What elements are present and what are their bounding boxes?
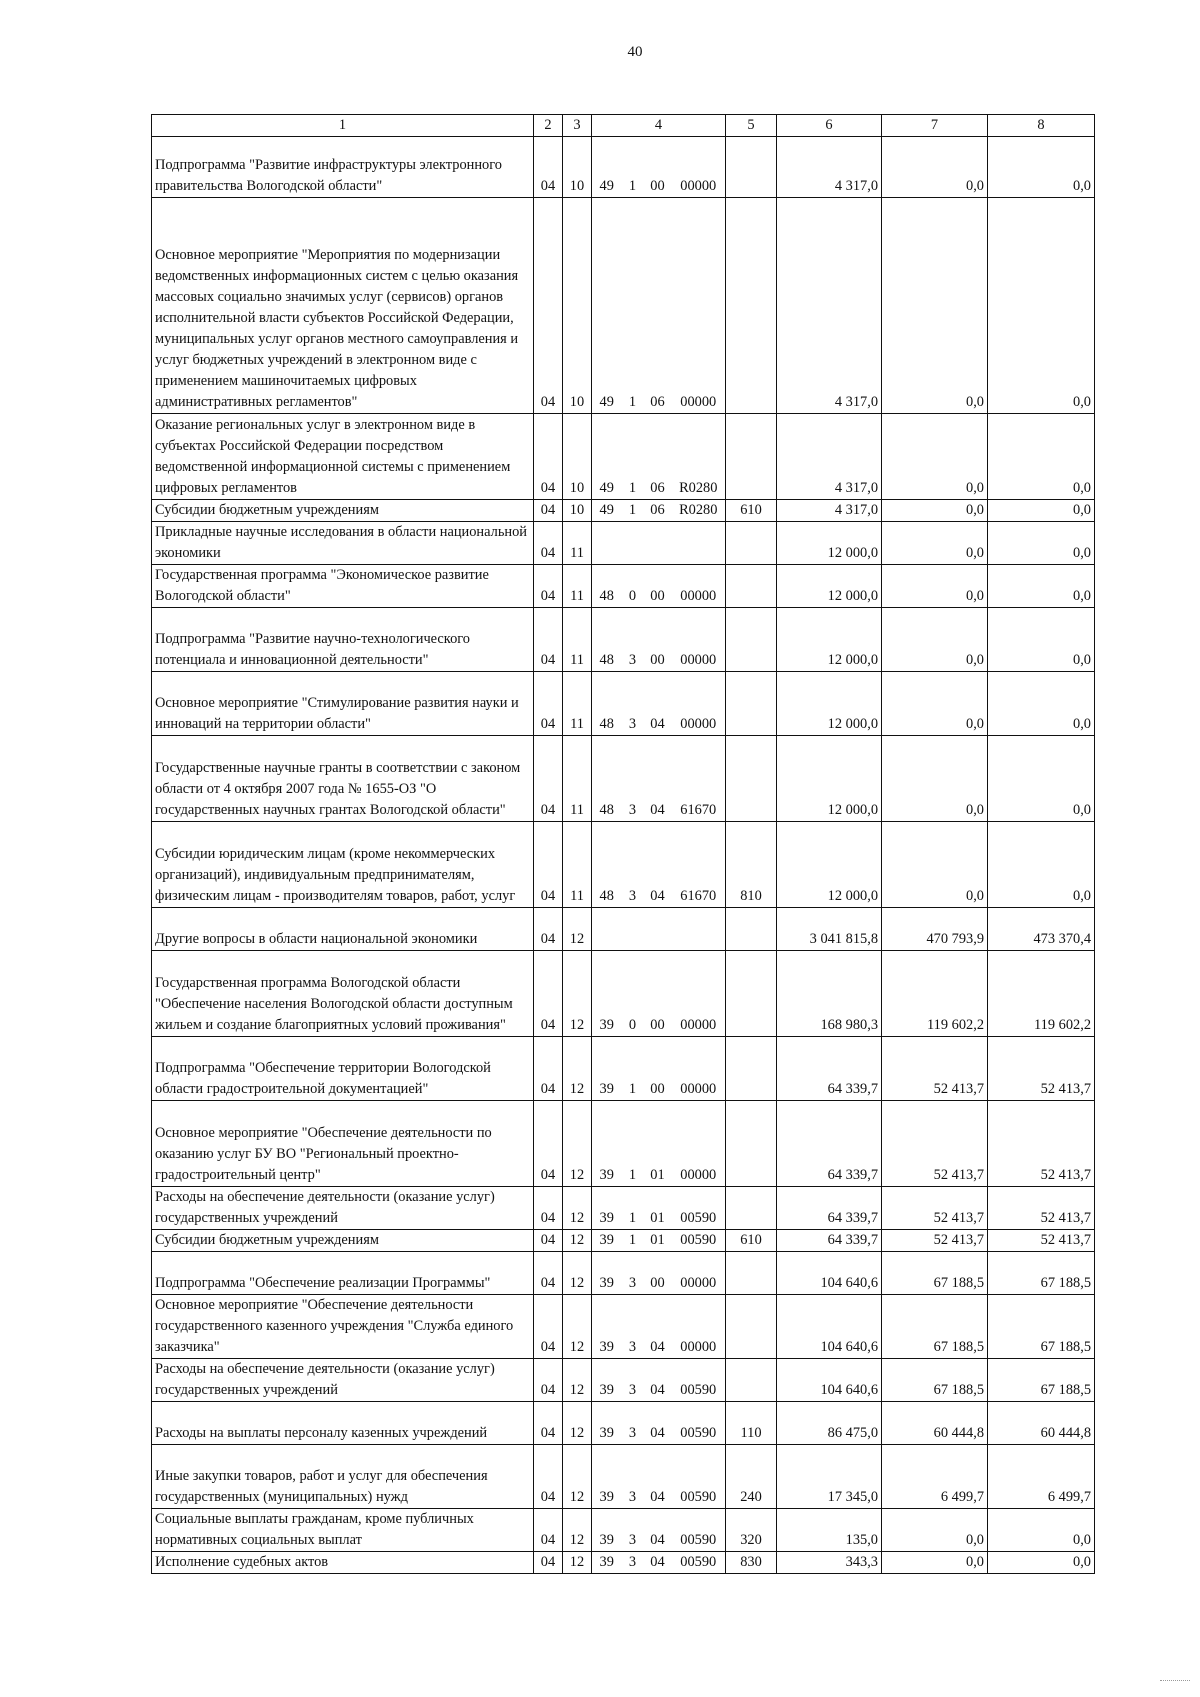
row-name-cell: Исполнение судебных актов xyxy=(152,1552,534,1574)
expense-type-cell xyxy=(726,951,777,1037)
table-row xyxy=(152,951,1095,1037)
expense-type-cell: 110 xyxy=(726,1402,777,1445)
section-code-cell: 04 xyxy=(534,672,563,736)
section-code-cell: 04 xyxy=(534,1187,563,1230)
column-header: 4 xyxy=(592,115,726,137)
program-code-cell: 49 xyxy=(592,137,622,198)
amount-col6-cell: 135,0 xyxy=(777,1509,882,1552)
program-code-cell: 39 xyxy=(592,1101,622,1187)
row-name-cell: Подпрограмма "Развитие научно-технологического потенциала и инновационной деятельности" xyxy=(152,608,534,672)
amount-col6-cell: 12 000,0 xyxy=(777,672,882,736)
section-code-cell: 04 xyxy=(534,565,563,608)
amount-col7-cell: 0,0 xyxy=(882,522,988,565)
activity-code-cell: 04 xyxy=(644,672,672,736)
amount-col6-cell: 12 000,0 xyxy=(777,565,882,608)
activity-code-cell: 04 xyxy=(644,1509,672,1552)
amount-col8-cell: 0,0 xyxy=(988,1509,1095,1552)
amount-col6-cell: 3 041 815,8 xyxy=(777,908,882,951)
program-code-cell: 39 xyxy=(592,1445,622,1509)
header-row xyxy=(152,115,1095,137)
direction-code-cell: 00000 xyxy=(672,1252,726,1295)
subsection-code-cell: 12 xyxy=(563,1509,592,1552)
expense-type-cell xyxy=(726,1252,777,1295)
subsection-code-cell: 12 xyxy=(563,1101,592,1187)
amount-col6-cell: 64 339,7 xyxy=(777,1187,882,1230)
subprogram-code-cell: 0 xyxy=(622,565,644,608)
activity-code-cell: 01 xyxy=(644,1230,672,1252)
program-code-cell: 39 xyxy=(592,1230,622,1252)
row-name-cell: Основное мероприятие "Обеспечение деятельности государственного казенного учреждения "Служба единого заказчика" xyxy=(152,1295,534,1359)
amount-col8-cell: 0,0 xyxy=(988,137,1095,198)
program-code-cell: 39 xyxy=(592,1252,622,1295)
amount-col8-cell: 52 413,7 xyxy=(988,1187,1095,1230)
row-name-cell: Субсидии юридическим лицам (кроме некоммерческих организаций), индивидуальным предпринимателям, физическим лицам - производителям товаров, работ, услуг xyxy=(152,822,534,908)
amount-col7-cell: 52 413,7 xyxy=(882,1230,988,1252)
activity-code-cell: 00 xyxy=(644,1252,672,1295)
section-code-cell: 04 xyxy=(534,951,563,1037)
activity-code-cell xyxy=(644,522,672,565)
amount-col7-cell: 0,0 xyxy=(882,736,988,822)
subsection-code-cell: 12 xyxy=(563,1445,592,1509)
row-name-cell: Другие вопросы в области национальной экономики xyxy=(152,908,534,951)
direction-code-cell: 00590 xyxy=(672,1359,726,1402)
subprogram-code-cell xyxy=(622,522,644,565)
section-code-cell: 04 xyxy=(534,500,563,522)
subprogram-code-cell: 3 xyxy=(622,822,644,908)
table-row xyxy=(152,608,1095,672)
section-code-cell: 04 xyxy=(534,822,563,908)
section-code-cell: 04 xyxy=(534,414,563,500)
amount-col7-cell: 52 413,7 xyxy=(882,1037,988,1101)
table-row xyxy=(152,1402,1095,1445)
program-code-cell: 49 xyxy=(592,500,622,522)
activity-code-cell: 04 xyxy=(644,1552,672,1574)
activity-code-cell: 01 xyxy=(644,1187,672,1230)
amount-col7-cell: 0,0 xyxy=(882,500,988,522)
direction-code-cell: 00590 xyxy=(672,1187,726,1230)
amount-col6-cell: 86 475,0 xyxy=(777,1402,882,1445)
subsection-code-cell: 12 xyxy=(563,1552,592,1574)
program-code-cell: 48 xyxy=(592,565,622,608)
direction-code-cell: 00000 xyxy=(672,198,726,414)
column-header: 3 xyxy=(563,115,592,137)
page-number: 40 xyxy=(627,44,643,60)
expense-type-cell xyxy=(726,608,777,672)
activity-code-cell: 00 xyxy=(644,951,672,1037)
amount-col6-cell: 104 640,6 xyxy=(777,1359,882,1402)
direction-code-cell: 61670 xyxy=(672,822,726,908)
direction-code-cell: 00000 xyxy=(672,137,726,198)
subsection-code-cell: 12 xyxy=(563,1359,592,1402)
table-row xyxy=(152,565,1095,608)
expense-type-cell: 610 xyxy=(726,1230,777,1252)
row-name-cell: Подпрограмма "Обеспечение реализации Программы" xyxy=(152,1252,534,1295)
activity-code-cell: 06 xyxy=(644,414,672,500)
section-code-cell: 04 xyxy=(534,736,563,822)
direction-code-cell: 00590 xyxy=(672,1230,726,1252)
direction-code-cell: 00000 xyxy=(672,672,726,736)
activity-code-cell: 04 xyxy=(644,1402,672,1445)
direction-code-cell: 00590 xyxy=(672,1552,726,1574)
expense-type-cell xyxy=(726,565,777,608)
amount-col8-cell: 52 413,7 xyxy=(988,1037,1095,1101)
direction-code-cell xyxy=(672,522,726,565)
direction-code-cell: R0280 xyxy=(672,500,726,522)
subprogram-code-cell: 0 xyxy=(622,951,644,1037)
amount-col6-cell: 168 980,3 xyxy=(777,951,882,1037)
section-code-cell: 04 xyxy=(534,1295,563,1359)
section-code-cell: 04 xyxy=(534,908,563,951)
row-name-cell: Государственная программа "Экономическое развитие Вологодской области" xyxy=(152,565,534,608)
row-name-cell: Основное мероприятие "Обеспечение деятельности по оказанию услуг БУ ВО "Региональный проектно-градостроительный центр" xyxy=(152,1101,534,1187)
expense-type-cell xyxy=(726,1187,777,1230)
subsection-code-cell: 12 xyxy=(563,908,592,951)
table-body xyxy=(152,115,1095,1574)
subprogram-code-cell: 3 xyxy=(622,1552,644,1574)
table-row xyxy=(152,1037,1095,1101)
amount-col7-cell: 470 793,9 xyxy=(882,908,988,951)
amount-col7-cell: 0,0 xyxy=(882,198,988,414)
table-row xyxy=(152,500,1095,522)
amount-col8-cell: 0,0 xyxy=(988,736,1095,822)
subsection-code-cell: 11 xyxy=(563,736,592,822)
column-header: 5 xyxy=(726,115,777,137)
budget-table xyxy=(151,114,1095,1574)
expense-type-cell xyxy=(726,736,777,822)
table-row xyxy=(152,822,1095,908)
program-code-cell: 48 xyxy=(592,736,622,822)
program-code-cell: 39 xyxy=(592,1509,622,1552)
section-code-cell: 04 xyxy=(534,198,563,414)
subprogram-code-cell: 3 xyxy=(622,1402,644,1445)
table-row xyxy=(152,1552,1095,1574)
activity-code-cell: 00 xyxy=(644,608,672,672)
program-code-cell xyxy=(592,522,622,565)
section-code-cell: 04 xyxy=(534,1509,563,1552)
subsection-code-cell: 12 xyxy=(563,1230,592,1252)
amount-col8-cell: 0,0 xyxy=(988,672,1095,736)
subsection-code-cell: 12 xyxy=(563,1402,592,1445)
amount-col7-cell: 6 499,7 xyxy=(882,1445,988,1509)
amount-col8-cell: 0,0 xyxy=(988,608,1095,672)
expense-type-cell: 610 xyxy=(726,500,777,522)
expense-type-cell xyxy=(726,1359,777,1402)
amount-col7-cell: 60 444,8 xyxy=(882,1402,988,1445)
table-row xyxy=(152,198,1095,414)
amount-col6-cell: 17 345,0 xyxy=(777,1445,882,1509)
table-row xyxy=(152,1295,1095,1359)
amount-col8-cell: 0,0 xyxy=(988,522,1095,565)
table-row xyxy=(152,1187,1095,1230)
row-name-cell: Субсидии бюджетным учреждениям xyxy=(152,1230,534,1252)
program-code-cell: 39 xyxy=(592,1187,622,1230)
subprogram-code-cell: 1 xyxy=(622,198,644,414)
expense-type-cell xyxy=(726,414,777,500)
table-row xyxy=(152,137,1095,198)
activity-code-cell: 00 xyxy=(644,1037,672,1101)
expense-type-cell: 810 xyxy=(726,822,777,908)
amount-col8-cell: 0,0 xyxy=(988,198,1095,414)
direction-code-cell: 00000 xyxy=(672,951,726,1037)
row-name-cell: Подпрограмма "Развитие инфраструктуры электронного правительства Вологодской области" xyxy=(152,137,534,198)
amount-col7-cell: 67 188,5 xyxy=(882,1359,988,1402)
program-code-cell: 39 xyxy=(592,1359,622,1402)
subsection-code-cell: 12 xyxy=(563,1295,592,1359)
column-header: 8 xyxy=(988,115,1095,137)
amount-col7-cell: 0,0 xyxy=(882,565,988,608)
amount-col7-cell: 52 413,7 xyxy=(882,1187,988,1230)
row-name-cell: Прикладные научные исследования в области национальной экономики xyxy=(152,522,534,565)
direction-code-cell: 00000 xyxy=(672,608,726,672)
subsection-code-cell: 11 xyxy=(563,672,592,736)
amount-col7-cell: 67 188,5 xyxy=(882,1295,988,1359)
subsection-code-cell: 11 xyxy=(563,608,592,672)
table-row xyxy=(152,414,1095,500)
subsection-code-cell: 12 xyxy=(563,1187,592,1230)
direction-code-cell: 00000 xyxy=(672,1101,726,1187)
program-code-cell: 49 xyxy=(592,414,622,500)
subprogram-code-cell: 1 xyxy=(622,137,644,198)
program-code-cell: 39 xyxy=(592,1037,622,1101)
subprogram-code-cell: 3 xyxy=(622,736,644,822)
row-name-cell: Расходы на обеспечение деятельности (оказание услуг) государственных учреждений xyxy=(152,1359,534,1402)
subprogram-code-cell xyxy=(622,908,644,951)
expense-type-cell xyxy=(726,1295,777,1359)
expense-type-cell xyxy=(726,672,777,736)
column-header: 7 xyxy=(882,115,988,137)
program-code-cell: 39 xyxy=(592,1295,622,1359)
expense-type-cell xyxy=(726,137,777,198)
row-name-cell: Расходы на выплаты персоналу казенных учреждений xyxy=(152,1402,534,1445)
amount-col6-cell: 64 339,7 xyxy=(777,1037,882,1101)
amount-col6-cell: 12 000,0 xyxy=(777,608,882,672)
column-header: 2 xyxy=(534,115,563,137)
section-code-cell: 04 xyxy=(534,608,563,672)
amount-col6-cell: 4 317,0 xyxy=(777,414,882,500)
section-code-cell: 04 xyxy=(534,1252,563,1295)
amount-col8-cell: 67 188,5 xyxy=(988,1252,1095,1295)
section-code-cell: 04 xyxy=(534,1359,563,1402)
amount-col8-cell: 119 602,2 xyxy=(988,951,1095,1037)
row-name-cell: Социальные выплаты гражданам, кроме публичных нормативных социальных выплат xyxy=(152,1509,534,1552)
section-code-cell: 04 xyxy=(534,1037,563,1101)
row-name-cell: Государственная программа Вологодской области "Обеспечение населения Вологодской области доступным жильем и создание благоприятных условий проживания" xyxy=(152,951,534,1037)
expense-type-cell: 320 xyxy=(726,1509,777,1552)
activity-code-cell: 04 xyxy=(644,736,672,822)
amount-col7-cell: 0,0 xyxy=(882,414,988,500)
amount-col8-cell: 0,0 xyxy=(988,414,1095,500)
expense-type-cell xyxy=(726,908,777,951)
subprogram-code-cell: 3 xyxy=(622,608,644,672)
expense-type-cell: 240 xyxy=(726,1445,777,1509)
amount-col6-cell: 12 000,0 xyxy=(777,736,882,822)
table-row xyxy=(152,1445,1095,1509)
direction-code-cell: 61670 xyxy=(672,736,726,822)
row-name-cell: Основное мероприятие "Стимулирование развития науки и инноваций на территории области" xyxy=(152,672,534,736)
program-code-cell: 39 xyxy=(592,1402,622,1445)
amount-col7-cell: 0,0 xyxy=(882,672,988,736)
table-row xyxy=(152,1230,1095,1252)
activity-code-cell: 04 xyxy=(644,1295,672,1359)
amount-col7-cell: 0,0 xyxy=(882,822,988,908)
subprogram-code-cell: 3 xyxy=(622,1252,644,1295)
section-code-cell: 04 xyxy=(534,1230,563,1252)
expense-type-cell xyxy=(726,1037,777,1101)
subsection-code-cell: 12 xyxy=(563,951,592,1037)
direction-code-cell: R0280 xyxy=(672,414,726,500)
column-header: 1 xyxy=(152,115,534,137)
table-row xyxy=(152,1101,1095,1187)
activity-code-cell: 00 xyxy=(644,137,672,198)
scan-artifact xyxy=(1160,1680,1190,1683)
activity-code-cell: 01 xyxy=(644,1101,672,1187)
direction-code-cell: 00590 xyxy=(672,1402,726,1445)
activity-code-cell: 04 xyxy=(644,1445,672,1509)
amount-col8-cell: 67 188,5 xyxy=(988,1359,1095,1402)
amount-col6-cell: 64 339,7 xyxy=(777,1101,882,1187)
amount-col7-cell: 67 188,5 xyxy=(882,1252,988,1295)
amount-col7-cell: 52 413,7 xyxy=(882,1101,988,1187)
row-name-cell: Иные закупки товаров, работ и услуг для обеспечения государственных (муниципальных) нужд xyxy=(152,1445,534,1509)
row-name-cell: Основное мероприятие "Мероприятия по модернизации ведомственных информационных систем с целью оказания массовых социально значимых услуг (сервисов) органов исполнительной власти субъектов Российской Федерации, муниципальных услуг органов местного самоуправления и услуг бюджетных учреждений в электронном виде с применением машиночитаемых цифровых административных регламентов" xyxy=(152,198,534,414)
amount-col7-cell: 0,0 xyxy=(882,1552,988,1574)
direction-code-cell: 00590 xyxy=(672,1509,726,1552)
row-name-cell: Субсидии бюджетным учреждениям xyxy=(152,500,534,522)
program-code-cell: 39 xyxy=(592,951,622,1037)
subsection-code-cell: 11 xyxy=(563,822,592,908)
amount-col6-cell: 12 000,0 xyxy=(777,522,882,565)
row-name-cell: Государственные научные гранты в соответствии с законом области от 4 октября 2007 года № 1655-ОЗ "О государственных научных грантах Вологодской области" xyxy=(152,736,534,822)
table-row xyxy=(152,672,1095,736)
amount-col8-cell: 0,0 xyxy=(988,1552,1095,1574)
amount-col6-cell: 64 339,7 xyxy=(777,1230,882,1252)
subprogram-code-cell: 3 xyxy=(622,1359,644,1402)
section-code-cell: 04 xyxy=(534,522,563,565)
subsection-code-cell: 10 xyxy=(563,137,592,198)
subprogram-code-cell: 3 xyxy=(622,1509,644,1552)
program-code-cell: 48 xyxy=(592,672,622,736)
direction-code-cell xyxy=(672,908,726,951)
table-row xyxy=(152,1509,1095,1552)
subprogram-code-cell: 1 xyxy=(622,1037,644,1101)
activity-code-cell xyxy=(644,908,672,951)
table-row xyxy=(152,908,1095,951)
table-row xyxy=(152,522,1095,565)
subprogram-code-cell: 3 xyxy=(622,1445,644,1509)
program-code-cell xyxy=(592,908,622,951)
section-code-cell: 04 xyxy=(534,1101,563,1187)
amount-col8-cell: 67 188,5 xyxy=(988,1295,1095,1359)
program-code-cell: 49 xyxy=(592,198,622,414)
subsection-code-cell: 10 xyxy=(563,414,592,500)
amount-col6-cell: 343,3 xyxy=(777,1552,882,1574)
direction-code-cell: 00590 xyxy=(672,1445,726,1509)
program-code-cell: 39 xyxy=(592,1552,622,1574)
amount-col8-cell: 60 444,8 xyxy=(988,1402,1095,1445)
amount-col7-cell: 0,0 xyxy=(882,608,988,672)
subprogram-code-cell: 1 xyxy=(622,1101,644,1187)
activity-code-cell: 04 xyxy=(644,822,672,908)
column-header: 6 xyxy=(777,115,882,137)
subprogram-code-cell: 3 xyxy=(622,672,644,736)
amount-col8-cell: 52 413,7 xyxy=(988,1230,1095,1252)
amount-col6-cell: 4 317,0 xyxy=(777,137,882,198)
amount-col6-cell: 4 317,0 xyxy=(777,500,882,522)
activity-code-cell: 04 xyxy=(644,1359,672,1402)
table-row xyxy=(152,736,1095,822)
row-name-cell: Подпрограмма "Обеспечение территории Вологодской области градостроительной документацией" xyxy=(152,1037,534,1101)
table-row xyxy=(152,1252,1095,1295)
subprogram-code-cell: 1 xyxy=(622,500,644,522)
subsection-code-cell: 11 xyxy=(563,565,592,608)
amount-col7-cell: 119 602,2 xyxy=(882,951,988,1037)
amount-col8-cell: 6 499,7 xyxy=(988,1445,1095,1509)
expense-type-cell: 830 xyxy=(726,1552,777,1574)
direction-code-cell: 00000 xyxy=(672,565,726,608)
program-code-cell: 48 xyxy=(592,822,622,908)
amount-col8-cell: 0,0 xyxy=(988,822,1095,908)
amount-col7-cell: 0,0 xyxy=(882,1509,988,1552)
amount-col8-cell: 52 413,7 xyxy=(988,1101,1095,1187)
section-code-cell: 04 xyxy=(534,1402,563,1445)
subprogram-code-cell: 1 xyxy=(622,414,644,500)
amount-col8-cell: 473 370,4 xyxy=(988,908,1095,951)
amount-col8-cell: 0,0 xyxy=(988,565,1095,608)
subsection-code-cell: 10 xyxy=(563,500,592,522)
section-code-cell: 04 xyxy=(534,1445,563,1509)
direction-code-cell: 00000 xyxy=(672,1295,726,1359)
row-name-cell: Оказание региональных услуг в электронном виде в субъектах Российской Федерации посредством ведомственной информационной системы с применением цифровых регламентов xyxy=(152,414,534,500)
amount-col8-cell: 0,0 xyxy=(988,500,1095,522)
amount-col6-cell: 4 317,0 xyxy=(777,198,882,414)
subprogram-code-cell: 3 xyxy=(622,1295,644,1359)
subsection-code-cell: 11 xyxy=(563,522,592,565)
subsection-code-cell: 10 xyxy=(563,198,592,414)
amount-col7-cell: 0,0 xyxy=(882,137,988,198)
expense-type-cell xyxy=(726,1101,777,1187)
subprogram-code-cell: 1 xyxy=(622,1187,644,1230)
section-code-cell: 04 xyxy=(534,1552,563,1574)
direction-code-cell: 00000 xyxy=(672,1037,726,1101)
subsection-code-cell: 12 xyxy=(563,1037,592,1101)
row-name-cell: Расходы на обеспечение деятельности (оказание услуг) государственных учреждений xyxy=(152,1187,534,1230)
amount-col6-cell: 104 640,6 xyxy=(777,1252,882,1295)
expense-type-cell xyxy=(726,522,777,565)
activity-code-cell: 00 xyxy=(644,565,672,608)
subsection-code-cell: 12 xyxy=(563,1252,592,1295)
amount-col6-cell: 12 000,0 xyxy=(777,822,882,908)
amount-col6-cell: 104 640,6 xyxy=(777,1295,882,1359)
program-code-cell: 48 xyxy=(592,608,622,672)
subprogram-code-cell: 1 xyxy=(622,1230,644,1252)
section-code-cell: 04 xyxy=(534,137,563,198)
table-row xyxy=(152,1359,1095,1402)
activity-code-cell: 06 xyxy=(644,198,672,414)
activity-code-cell: 06 xyxy=(644,500,672,522)
expense-type-cell xyxy=(726,198,777,414)
